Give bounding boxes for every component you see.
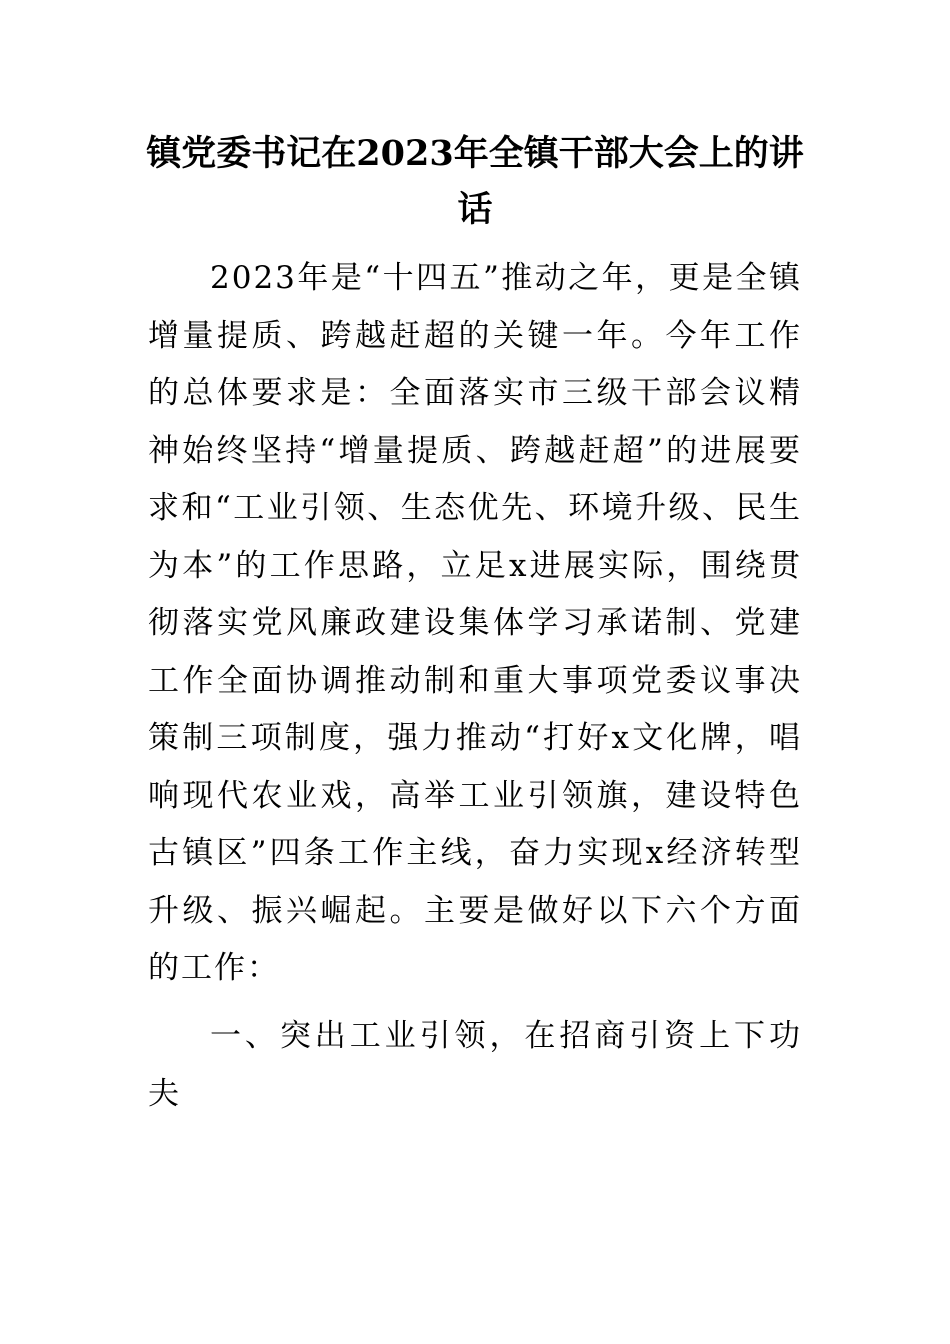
document-title: 镇党委书记在2023年全镇干部大会上的讲话	[146, 133, 804, 230]
section-heading-1: 一、突出工业引领，在招商引资上下功夫	[148, 1018, 802, 1112]
paragraph-intro: 2023年是“十四五”推动之年，更是全镇增量提质、跨越赶超的关键一年。今年工作的总体要求是：全面落实市三级干部会议精神始终坚持“增量提质、跨越赶超”的进展要求和“工业引领、生态优先、环境升级、民生为本”的工作思路，立足x进展实际，围绕贯彻落实党风廉政建设集体学习承诺制、党建工作全面协调推动制和重大事项党委议事决策制三项制度，强力推动“打好x文化牌，唱响现代农业戏，高举工业引领旗，建设特色古镇区”四条工作主线，奋力实现x经济转型升级、振兴崛起。主要是做好以下六个方面的工作：	[148, 260, 802, 986]
